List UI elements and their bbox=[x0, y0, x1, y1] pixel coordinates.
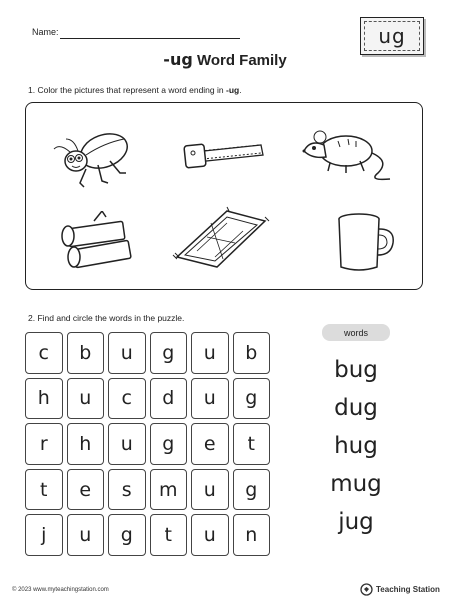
name-label: Name: bbox=[32, 27, 59, 37]
grid-cell[interactable]: u bbox=[67, 514, 105, 556]
word-family-stamp bbox=[360, 17, 424, 55]
grid-cell[interactable]: u bbox=[108, 332, 146, 374]
grid-cell[interactable]: j bbox=[25, 514, 63, 556]
word-item-bug: bug bbox=[334, 357, 378, 383]
grid-cell[interactable]: u bbox=[191, 469, 229, 511]
grid-cell[interactable]: c bbox=[108, 378, 146, 420]
logo-text: Teaching Station bbox=[376, 584, 440, 594]
instruction-1-highlight: -ug bbox=[225, 85, 240, 95]
stamp-text: ug bbox=[364, 21, 420, 51]
grid-cell[interactable]: t bbox=[150, 514, 188, 556]
mug-icon[interactable] bbox=[331, 211, 401, 276]
picture-panel bbox=[25, 102, 423, 290]
grid-cell[interactable]: t bbox=[25, 469, 63, 511]
grid-cell[interactable]: r bbox=[25, 423, 63, 465]
grid-cell[interactable]: g bbox=[233, 378, 271, 420]
words-badge: words bbox=[322, 324, 390, 341]
grid-cell[interactable]: u bbox=[67, 378, 105, 420]
grid-cell[interactable]: u bbox=[191, 332, 229, 374]
instruction-1 bbox=[28, 85, 242, 95]
grid-cell[interactable]: g bbox=[108, 514, 146, 556]
word-item-mug: mug bbox=[330, 471, 382, 497]
grid-cell[interactable]: t bbox=[233, 423, 271, 465]
instruction-2: 2. Find and circle the words in the puzzle. bbox=[28, 313, 185, 323]
word-item-hug: hug bbox=[334, 433, 378, 459]
word-item-dug: dug bbox=[334, 395, 378, 421]
name-line[interactable] bbox=[60, 38, 240, 39]
grid-cell[interactable]: b bbox=[233, 332, 271, 374]
grid-cell[interactable]: b bbox=[67, 332, 105, 374]
grid-cell[interactable]: d bbox=[150, 378, 188, 420]
rug-icon[interactable] bbox=[171, 203, 271, 271]
grid-cell[interactable]: u bbox=[191, 378, 229, 420]
logs-icon[interactable] bbox=[54, 211, 136, 275]
grid-cell[interactable]: g bbox=[233, 469, 271, 511]
title-rest: Word Family bbox=[192, 52, 287, 69]
grid-cell[interactable]: g bbox=[150, 332, 188, 374]
word-item-jug: jug bbox=[338, 509, 374, 535]
logo-icon bbox=[360, 583, 373, 596]
grid-cell[interactable]: m bbox=[150, 469, 188, 511]
grid-cell[interactable]: e bbox=[67, 469, 105, 511]
grid-cell[interactable]: s bbox=[108, 469, 146, 511]
rat-icon[interactable] bbox=[294, 121, 404, 183]
grid-cell[interactable]: e bbox=[191, 423, 229, 465]
instruction-1-end: . bbox=[239, 85, 242, 95]
grid-cell[interactable]: h bbox=[25, 378, 63, 420]
grid-cell[interactable]: u bbox=[191, 514, 229, 556]
title-prefix: -ug bbox=[163, 50, 193, 69]
grid-cell[interactable]: h bbox=[67, 423, 105, 465]
bug-icon[interactable] bbox=[46, 125, 136, 195]
copyright-text: © 2023 www.myteachingstation.com bbox=[12, 587, 109, 593]
instruction-1-text: 1. Color the pictures that represent a word ending in bbox=[28, 85, 226, 95]
grid-cell[interactable]: n bbox=[233, 514, 271, 556]
grid-cell[interactable]: c bbox=[25, 332, 63, 374]
grid-cell[interactable]: u bbox=[108, 423, 146, 465]
word-search-grid bbox=[25, 332, 270, 556]
zipper-icon[interactable] bbox=[181, 133, 266, 173]
teaching-station-logo bbox=[360, 582, 442, 596]
grid-cell[interactable]: g bbox=[150, 423, 188, 465]
